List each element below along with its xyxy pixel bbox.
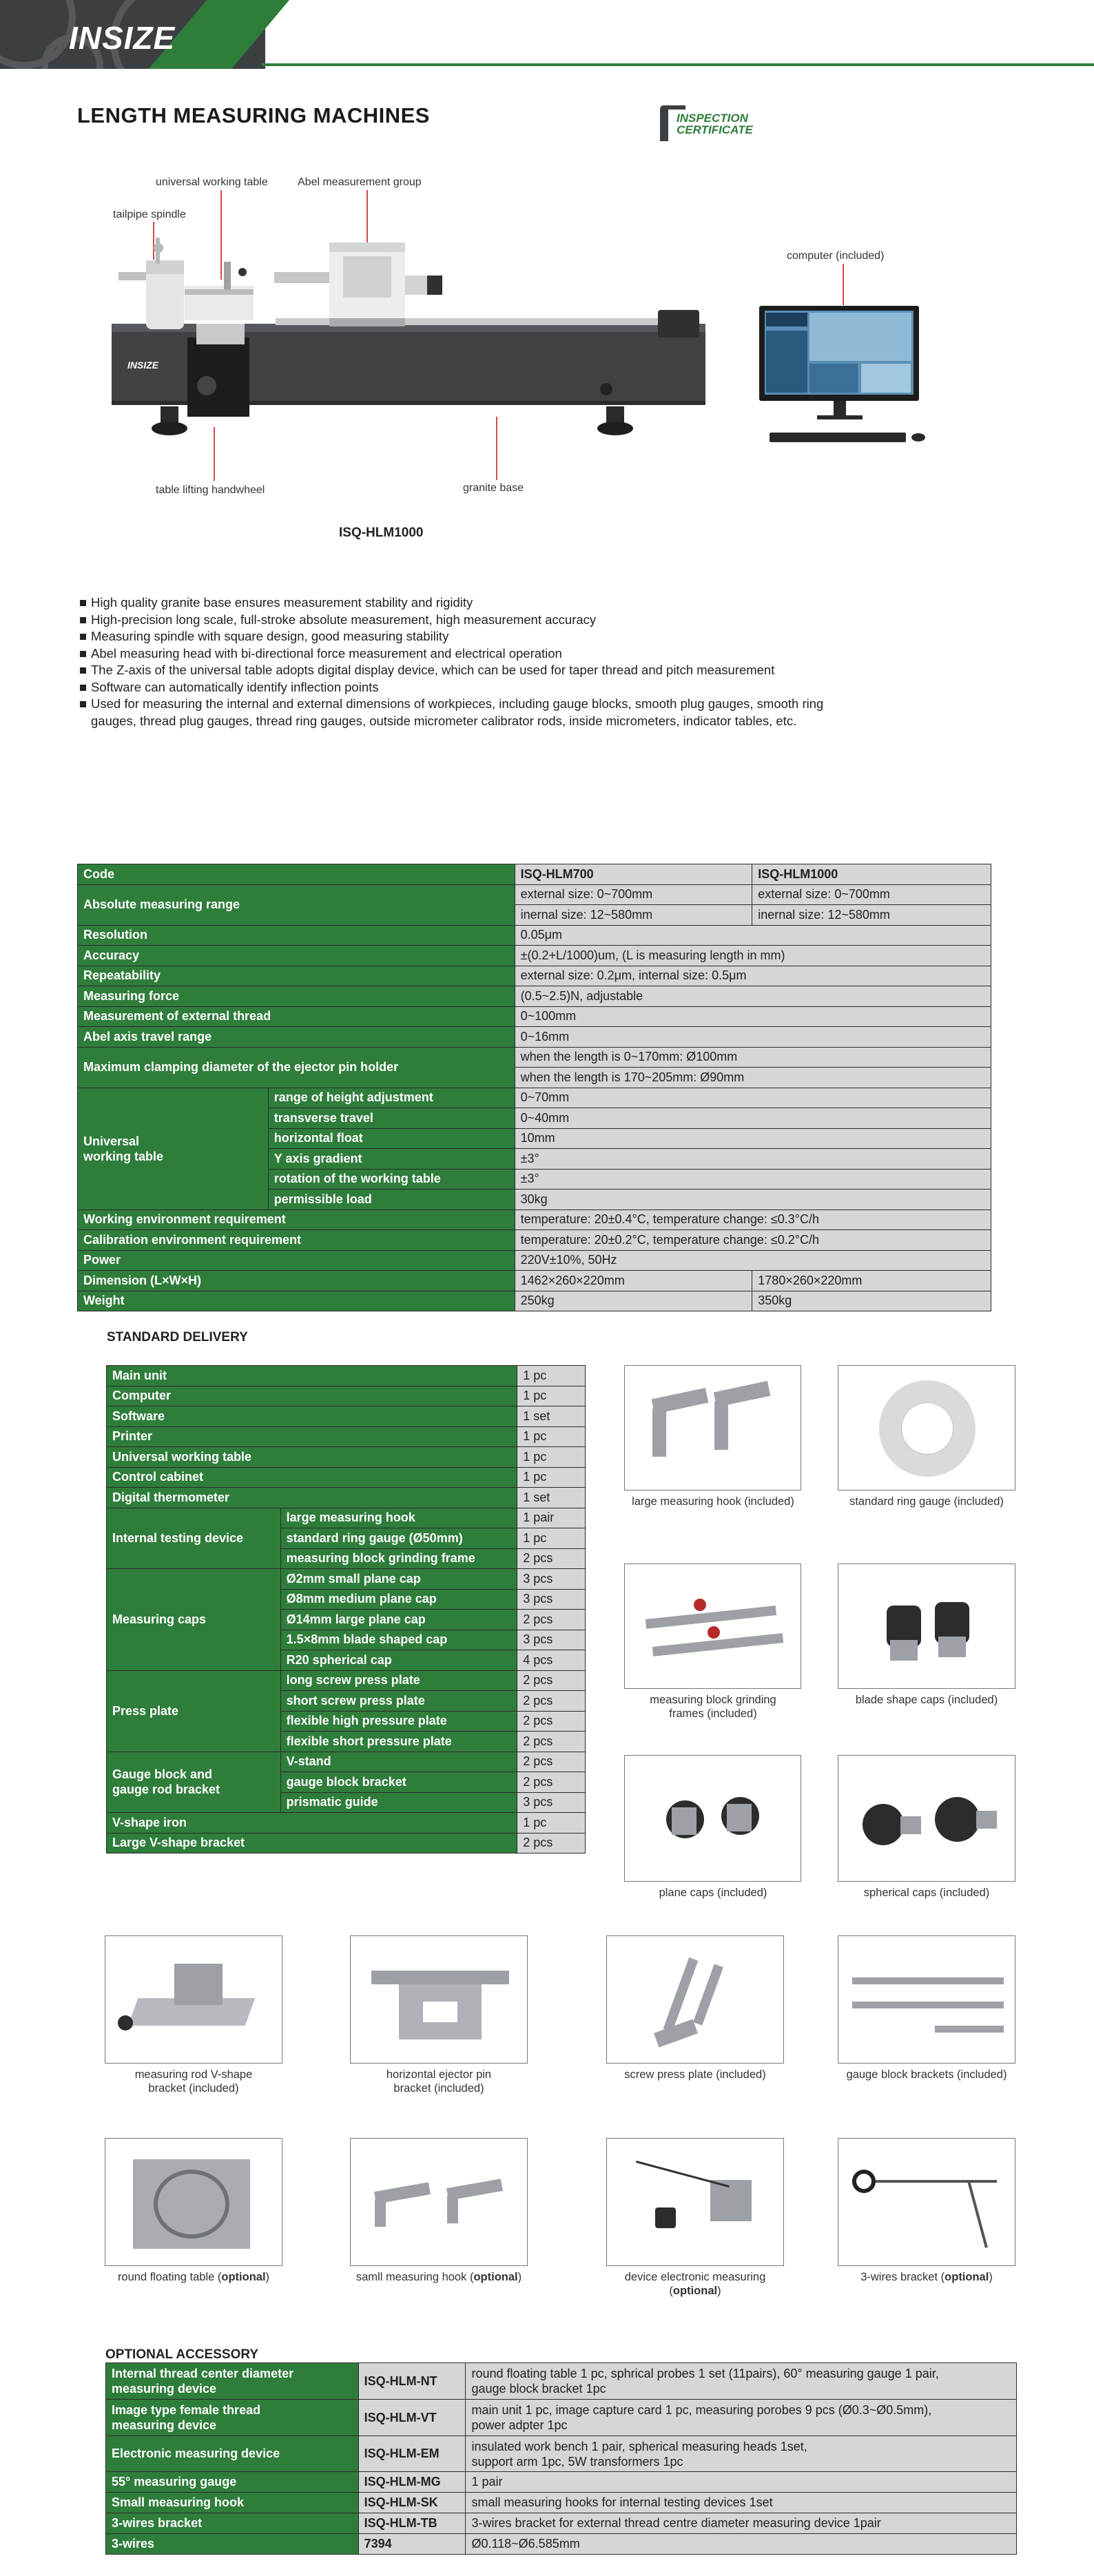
sd-label: R20 spherical cap	[280, 1650, 517, 1671]
sd-label: Large V-shape bracket	[107, 1833, 517, 1853]
spec-value: when the length is 170~205mm: Ø90mm	[515, 1068, 991, 1088]
oa-desc: Ø0.118~Ø6.585mm	[466, 2534, 1017, 2555]
oa-code: 7394	[358, 2534, 466, 2555]
oa-desc	[466, 2400, 1017, 2436]
sd-qty: 1 pc	[517, 1366, 586, 1386]
oa-desc: small measuring hooks for internal testing devices 1set	[466, 2493, 1017, 2513]
feature-item: Abel measuring head with bi-directional force measurement and electrical operation	[80, 645, 907, 663]
base-logo: INSIZE	[127, 360, 159, 371]
sd-qty: 2 pcs	[517, 1711, 586, 1732]
table-row	[106, 2472, 1017, 2493]
table-row	[107, 1386, 586, 1406]
caption-gauge-brackets: gauge block brackets (included)	[846, 2068, 1007, 2081]
oa-name	[106, 2363, 359, 2400]
table-row	[106, 2513, 1017, 2534]
sd-qty: 1 pc	[517, 1813, 586, 1834]
caption-line: measuring block grinding	[650, 1694, 776, 1706]
sd-label: standard ring gauge (Ø50mm)	[280, 1528, 517, 1549]
caption-ring-gauge: standard ring gauge (included)	[849, 1495, 1004, 1508]
sd-label: measuring block grinding frame	[280, 1548, 517, 1569]
table-row	[78, 1230, 991, 1251]
oa-name-line: Image type female thread	[112, 2403, 261, 2417]
sd-group-label: Measuring caps	[107, 1569, 281, 1671]
feature-item: High-precision long scale, full-stroke absolute measurement, high measurement accuracy	[80, 612, 907, 629]
caption-text: 3-wires bracket	[860, 2271, 938, 2283]
spec-value: when the length is 0~170mm: Ø100mm	[515, 1047, 991, 1068]
table-row	[78, 946, 991, 966]
table-row	[78, 1088, 991, 1108]
caption-small-hook: samll measuring hook (optional)	[355, 2271, 522, 2283]
spec-value: ±3°	[515, 1169, 991, 1190]
caption-ejector-bracket	[332, 2068, 546, 2095]
oa-name: Electronic measuring device	[106, 2436, 359, 2472]
feature-item: The Z-axis of the universal table adopts digital display device, which can be used for taper thread and pitch measurement	[80, 662, 907, 679]
spec-label: Repeatability	[78, 966, 515, 986]
feature-list	[80, 594, 907, 729]
sd-label: flexible high pressure plate	[280, 1711, 517, 1732]
table-row	[106, 2493, 1017, 2513]
spec-label: Maximum clamping diameter of the ejector pin holder	[78, 1047, 515, 1088]
caption-three-wires: 3-wires bracket (optional)	[860, 2271, 993, 2283]
optional-tag: optional	[473, 2271, 518, 2283]
photo-three-wires-bracket	[838, 2138, 1015, 2266]
machine-model-caption: ISQ-HLM1000	[339, 526, 424, 540]
callout-table-lifting-handwheel: table lifting handwheel	[156, 484, 265, 496]
sd-qty: 2 pcs	[517, 1732, 586, 1752]
sd-qty: 1 pc	[517, 1447, 586, 1468]
spec-label: Accuracy	[78, 946, 515, 966]
table-row	[107, 1670, 586, 1691]
table-row	[78, 966, 991, 986]
spec-uwt-label	[78, 1088, 269, 1209]
page-title: LENGTH MEASURING MACHINES	[77, 103, 430, 127]
table-row	[78, 1250, 991, 1271]
caption-round-table: round floating table (optional)	[117, 2271, 270, 2283]
sd-label: V-stand	[280, 1752, 517, 1772]
oa-code: ISQ-HLM-EM	[358, 2436, 466, 2472]
spec-value: 1780×260×220mm	[752, 1271, 991, 1291]
table-row	[78, 1047, 991, 1068]
photo-vshape-bracket	[105, 1935, 282, 2064]
callout-computer: computer (included)	[787, 250, 885, 262]
sd-label: Ø2mm small plane cap	[280, 1569, 517, 1590]
sd-qty: 2 pcs	[517, 1670, 586, 1691]
oa-name-line: measuring device	[112, 2382, 217, 2396]
spec-value: 0~40mm	[515, 1108, 991, 1129]
callout-tailpipe-spindle: tailpipe spindle	[113, 209, 186, 220]
callout-granite-base: granite base	[463, 482, 524, 494]
brand-logo[interactable]: INSIZE	[69, 20, 176, 56]
photo-spherical-caps	[838, 1755, 1015, 1882]
spec-label: Weight	[78, 1291, 515, 1311]
standard-delivery-title: STANDARD DELIVERY	[107, 1330, 248, 1344]
oa-desc: 3-wires bracket for external thread centre diameter measuring device 1pair	[466, 2513, 1017, 2534]
table-row	[78, 864, 991, 885]
feature-item: High quality granite base ensures measurement stability and rigidity	[80, 594, 907, 612]
spec-value: 1462×260×220mm	[515, 1271, 752, 1291]
spec-value: external size: 0.2μm, internal size: 0.5μm	[515, 966, 991, 986]
table-row	[78, 1027, 991, 1048]
table-row	[78, 1006, 991, 1027]
optional-accessory-table	[105, 2362, 1017, 2555]
sd-label: large measuring hook	[280, 1508, 517, 1528]
cert-line-1: INSPECTION	[677, 112, 748, 125]
caption-electronic-device: device electronic measuring (optional)	[588, 2270, 802, 2298]
oa-code: ISQ-HLM-MG	[358, 2472, 466, 2493]
photo-grinding-frames	[624, 1564, 801, 1689]
sd-label: Ø8mm medium plane cap	[280, 1589, 517, 1610]
photo-small-measuring-hook	[350, 2138, 528, 2266]
photo-standard-ring-gauge	[838, 1365, 1015, 1490]
spec-value: 10mm	[515, 1128, 991, 1149]
sd-label: Digital thermometer	[107, 1488, 517, 1508]
sd-label: Universal working table	[107, 1447, 517, 1468]
sd-qty: 1 pc	[517, 1467, 586, 1488]
oa-name: Small measuring hook	[106, 2493, 359, 2513]
sd-qty: 3 pcs	[517, 1630, 586, 1650]
spec-label: permissible load	[268, 1190, 515, 1210]
caption-line: bracket (included)	[148, 2082, 239, 2095]
callout-universal-working-table: universal working table	[156, 176, 268, 188]
optional-tag: optional	[945, 2271, 989, 2283]
spec-label: Calibration environment requirement	[78, 1230, 515, 1251]
spec-value: inernal size: 12~580mm	[515, 905, 752, 926]
sd-qty: 1 pc	[517, 1386, 586, 1406]
sd-qty: 3 pcs	[517, 1589, 586, 1610]
cert-line-2: CERTIFICATE	[677, 123, 753, 136]
sd-qty: 2 pcs	[517, 1752, 586, 1772]
spec-label: Y axis gradient	[268, 1149, 515, 1170]
spec-code-label: Code	[78, 864, 515, 885]
spec-label: transverse travel	[268, 1108, 515, 1129]
spec-uwt-label-line: Universal	[83, 1134, 140, 1148]
spec-label: Measuring force	[78, 986, 515, 1007]
spec-uwt-label-line: working table	[83, 1149, 164, 1163]
caption-text: round floating table	[117, 2271, 215, 2283]
feature-item: Software can automatically identify inflection points	[80, 679, 907, 696]
oa-name-line: measuring device	[112, 2418, 217, 2432]
spec-value: 220V±10%, 50Hz	[515, 1250, 991, 1271]
oa-desc-line: round floating table 1 pc, sphrical probes 1 set (11pairs), 60° measuring gauge 1 pair,	[471, 2367, 939, 2380]
table-row	[107, 1426, 586, 1447]
sd-qty: 2 pcs	[517, 1772, 586, 1793]
oa-name: 55° measuring gauge	[106, 2472, 359, 2493]
table-row	[107, 1366, 586, 1386]
sd-qty: 2 pcs	[517, 1610, 586, 1630]
caption-line: frames (included)	[669, 1707, 757, 1720]
table-row	[78, 1291, 991, 1311]
oa-code: ISQ-HLM-TB	[358, 2513, 466, 2534]
sd-group-label-line: gauge rod bracket	[112, 1783, 220, 1797]
oa-name-line: Internal thread center diameter	[112, 2367, 294, 2380]
sd-label: Main unit	[107, 1366, 517, 1386]
oa-desc-line: main unit 1 pc, image capture card 1 pc, measuring porobes 9 pcs (Ø0.3~Ø0.5mm),	[471, 2403, 932, 2417]
caption-line: horizontal ejector pin	[386, 2068, 492, 2081]
sd-label: short screw press plate	[280, 1691, 517, 1712]
sd-group-label: Press plate	[107, 1670, 281, 1752]
caption-line: bracket (included)	[393, 2082, 484, 2095]
sd-qty: 1 pc	[517, 1528, 586, 1549]
spec-label: Measurement of external thread	[78, 1006, 515, 1027]
sd-qty: 3 pcs	[517, 1792, 586, 1813]
table-row	[107, 1569, 586, 1590]
spec-label: Abel axis travel range	[78, 1027, 515, 1048]
caption-text: samll measuring hook	[355, 2271, 467, 2283]
table-row	[106, 2436, 1017, 2472]
photo-round-floating-table	[105, 2138, 282, 2266]
sd-label: Printer	[107, 1426, 517, 1447]
sd-qty: 2 pcs	[517, 1691, 586, 1712]
photo-electronic-measuring-device	[606, 2138, 784, 2266]
sd-qty: 2 pcs	[517, 1548, 586, 1569]
spec-label: Working environment requirement	[78, 1209, 515, 1230]
specification-table	[77, 864, 991, 1311]
caption-large-hook: large measuring hook (included)	[632, 1495, 794, 1508]
spec-value: external size: 0~700mm	[752, 884, 991, 905]
sd-label: Control cabinet	[107, 1467, 517, 1488]
table-row	[106, 2534, 1017, 2555]
sd-group-label: Internal testing device	[107, 1508, 281, 1569]
oa-desc-line: insulated work bench 1 pair, spherical measuring heads 1set,	[471, 2439, 807, 2453]
photo-plane-caps	[624, 1755, 801, 1882]
table-row	[78, 1271, 991, 1291]
oa-desc: 1 pair	[466, 2472, 1017, 2493]
table-row	[107, 1467, 586, 1488]
sd-label: V-shape iron	[107, 1813, 517, 1834]
caption-line: device electronic measuring	[624, 2271, 766, 2283]
photo-large-measuring-hook	[624, 1365, 801, 1490]
optional-accessory-title: OPTIONAL ACCESSORY	[105, 2347, 259, 2362]
spec-label: range of height adjustment	[268, 1088, 515, 1108]
table-row	[106, 2400, 1017, 2436]
sd-qty: 1 set	[517, 1488, 586, 1508]
spec-value: 0.05μm	[515, 925, 991, 946]
sd-group-label-line: Gauge block and	[112, 1767, 213, 1782]
oa-desc	[466, 2436, 1017, 2472]
table-row	[107, 1752, 586, 1772]
table-row	[106, 2363, 1017, 2400]
photo-gauge-block-brackets	[838, 1935, 1015, 2064]
sd-label: gauge block bracket	[280, 1772, 517, 1793]
caption-blade-caps: blade shape caps (included)	[855, 1694, 998, 1706]
spec-label: Resolution	[78, 925, 515, 946]
spec-value: temperature: 20±0.2°C, temperature change: ≤0.2°C/h	[515, 1230, 991, 1251]
caption-grinding-frames	[606, 1693, 820, 1721]
caption-screw-press: screw press plate (included)	[624, 2068, 766, 2081]
oa-desc	[466, 2363, 1017, 2400]
sd-label: Computer	[107, 1386, 517, 1406]
sd-label: Ø14mm large plane cap	[280, 1610, 517, 1630]
feature-item: Measuring spindle with square design, good measuring stability	[80, 628, 907, 645]
sd-label: flexible short pressure plate	[280, 1732, 517, 1752]
sd-label: 1.5×8mm blade shaped cap	[280, 1630, 517, 1650]
sd-qty: 4 pcs	[517, 1650, 586, 1671]
spec-model-a: ISQ-HLM700	[515, 864, 752, 885]
optional-tag: optional	[672, 2285, 718, 2297]
table-row	[107, 1833, 586, 1853]
spec-value: external size: 0~700mm	[515, 884, 752, 905]
standard-delivery-table	[106, 1365, 586, 1853]
spec-model-b: ISQ-HLM1000	[752, 864, 991, 885]
spec-value: 350kg	[752, 1291, 991, 1311]
caption-line: measuring rod V-shape	[134, 2068, 253, 2081]
oa-name	[106, 2400, 359, 2436]
feature-item: Used for measuring the internal and external dimensions of workpieces, including gauge blocks, smooth plug gauges, smooth ring gauges, thread plug gauges, thread ring gauges, outside micrometer calibrator rods, inside micrometers, indicator tables, etc.	[80, 696, 838, 729]
table-row	[107, 1813, 586, 1834]
machine-illustration	[0, 0, 1094, 523]
spec-value: 0~100mm	[515, 1006, 991, 1027]
spec-label: Dimension (L×W×H)	[78, 1271, 515, 1291]
spec-value: ±3°	[515, 1149, 991, 1170]
oa-desc-line: power adpter 1pc	[471, 2418, 568, 2432]
table-row	[107, 1488, 586, 1508]
spec-value: 0~70mm	[515, 1088, 991, 1108]
sd-qty: 2 pcs	[517, 1833, 586, 1853]
caption-vshape-bracket	[87, 2068, 300, 2095]
spec-value: (0.5~2.5)N, adjustable	[515, 986, 991, 1007]
oa-name: 3-wires	[106, 2534, 359, 2555]
spec-abs-range-label: Absolute measuring range	[78, 884, 515, 925]
photo-screw-press-plate	[606, 1935, 784, 2064]
spec-value: 30kg	[515, 1190, 991, 1210]
sd-qty: 1 pair	[517, 1508, 586, 1528]
sd-label: Software	[107, 1406, 517, 1427]
table-row	[107, 1508, 586, 1528]
photo-blade-shape-caps	[838, 1564, 1015, 1689]
sd-qty: 1 pc	[517, 1426, 586, 1447]
table-row	[78, 986, 991, 1007]
spec-label: horizontal float	[268, 1128, 515, 1149]
spec-label: Power	[78, 1250, 515, 1271]
caption-plane-caps: plane caps (included)	[659, 1887, 767, 1899]
sd-label: long screw press plate	[280, 1670, 517, 1691]
table-row	[78, 884, 991, 905]
spec-value: temperature: 20±0.4°C, temperature change: ≤0.3°C/h	[515, 1209, 991, 1230]
spec-value: inernal size: 12~580mm	[752, 905, 991, 926]
callout-abel-measurement-group: Abel measurement group	[298, 176, 422, 188]
spec-value: 250kg	[515, 1291, 752, 1311]
oa-desc-line: gauge block bracket 1pc	[471, 2382, 606, 2396]
sd-group-label	[107, 1752, 281, 1813]
table-row	[78, 925, 991, 946]
oa-desc-line: support arm 1pc, 5W transformers 1pc	[471, 2454, 683, 2469]
caption-spherical-caps: spherical caps (included)	[863, 1887, 990, 1899]
spec-label: rotation of the working table	[268, 1169, 515, 1190]
table-row	[107, 1406, 586, 1427]
table-row	[107, 1447, 586, 1468]
sd-qty: 3 pcs	[517, 1569, 586, 1590]
spec-value: 0~16mm	[515, 1027, 991, 1048]
sd-qty: 1 set	[517, 1406, 586, 1427]
spec-value: ±(0.2+L/1000)um, (L is measuring length in mm)	[515, 946, 991, 966]
sd-label: prismatic guide	[280, 1792, 517, 1813]
table-row	[78, 1209, 991, 1230]
optional-tag: optional	[221, 2271, 266, 2283]
oa-code: ISQ-HLM-VT	[358, 2400, 466, 2436]
photo-ejector-pin-bracket	[350, 1935, 528, 2064]
oa-code: ISQ-HLM-NT	[358, 2363, 466, 2400]
oa-code: ISQ-HLM-SK	[358, 2493, 466, 2513]
oa-name: 3-wires bracket	[106, 2513, 359, 2534]
